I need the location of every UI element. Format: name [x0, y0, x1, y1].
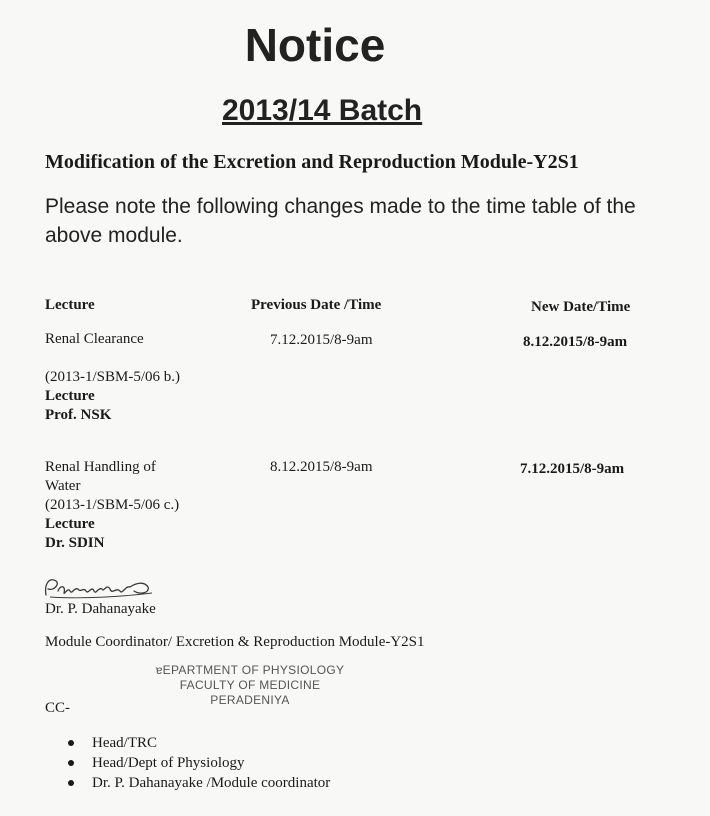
cc-list — [68, 733, 330, 793]
header-lecture: Lecture — [45, 297, 95, 313]
row1-lecturer: Prof. NSK — [45, 407, 112, 423]
signatory-name: Dr. P. Dahanayake — [45, 601, 156, 617]
department-stamp — [150, 663, 350, 708]
row1-code: (2013-1/SBM-5/06 b.) — [45, 369, 180, 385]
row1-new: 8.12.2015/8-9am — [523, 334, 628, 350]
signatory-role: Module Coordinator/ Excretion & Reproduction Module-Y2S1 — [45, 634, 425, 650]
module-subject: Modification of the Excretion and Reproduction Module-Y2S1 — [45, 151, 579, 173]
cc-item: Dr. P. Dahanayake /Module coordinator — [68, 773, 330, 793]
cc-item: Head/TRC — [68, 733, 330, 753]
row2-lecturer: Dr. SDIN — [45, 535, 105, 551]
handwritten-signature — [40, 573, 160, 601]
batch-heading: 2013/14 Batch — [222, 94, 423, 127]
header-new: New Date/Time — [531, 299, 631, 315]
row2-type: Lecture — [45, 516, 95, 532]
row1-type: Lecture — [45, 388, 95, 404]
intro-paragraph: Please note the following changes made to the time table of the above module. — [45, 195, 636, 247]
row2-code: (2013-1/SBM-5/06 c.) — [45, 497, 180, 513]
row2-lecture-name-line1: Renal Handling of — [45, 459, 156, 475]
notice-title: Notice — [244, 19, 386, 71]
cc-item: Head/Dept of Physiology — [68, 753, 330, 773]
row2-new: 7.12.2015/8-9am — [520, 461, 625, 477]
header-previous: Previous Date /Time — [251, 297, 382, 313]
row1-lecture-name: Renal Clearance — [45, 331, 144, 347]
cc-label: CC- — [45, 700, 71, 716]
row2-lecture-name-line2: Water — [45, 478, 81, 494]
stamp-line-faculty: FACULTY OF MEDICINE — [179, 678, 321, 692]
row2-previous: 8.12.2015/8-9am — [270, 459, 373, 475]
stamp-line-department: ɐEPARTMENT OF PHYSIOLOGY — [155, 663, 345, 677]
row1-previous: 7.12.2015/8-9am — [270, 332, 373, 348]
stamp-line-university: PERADENIYA — [210, 693, 290, 707]
